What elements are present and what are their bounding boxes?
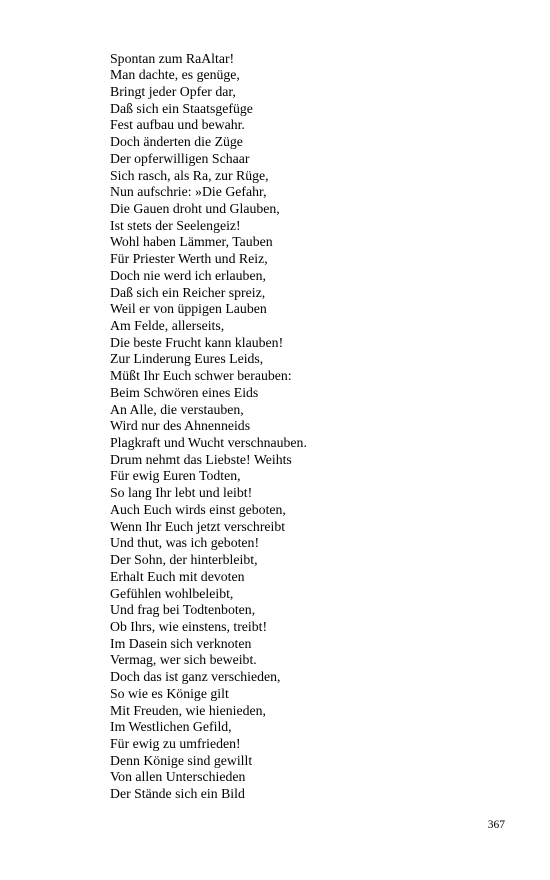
poem-line: Gefühlen wohlbeleibt, (110, 585, 234, 601)
poem-line: Am Felde, allerseits, (110, 318, 225, 333)
poem-line: Ob Ihrs, wie einstens, treibt! (110, 618, 268, 634)
poem-line: Für ewig Euren Todten, (110, 468, 241, 484)
poem-line: Der opferwilligen Schaar (110, 150, 250, 166)
poem-line: Spontan zum RaAltar! (110, 50, 235, 66)
poem-line: Der Sohn, der hinterbleibt, (110, 552, 258, 568)
poem-line: Zur Linderung Eures Leids, (110, 351, 264, 367)
poem-line: Von allen Unterschieden (110, 769, 246, 785)
poem-line: Im Westlichen Gefild, (110, 719, 232, 735)
poem-line: Daß sich ein Staatsgefüge (110, 100, 253, 116)
poem-line: An Alle, die verstauben, (110, 401, 244, 417)
poem-line: So wie es Könige gilt (110, 685, 229, 701)
poem-line: Doch änderten die Züge (110, 134, 243, 150)
poem-line: Drum nehmt das Liebste! Weihts (110, 451, 292, 467)
poem-line: Wird nur des Ahnenneids (110, 418, 251, 434)
poem-line: Wohl haben Lämmer, Tauben (110, 234, 273, 250)
poem-line: Doch das ist ganz verschieden, (110, 669, 281, 685)
poem-line: Fest aufbau und bewahr. (110, 117, 245, 133)
poem-text-block (110, 51, 510, 803)
poem-line: Wenn Ihr Euch jetzt verschreibt (110, 518, 286, 534)
poem-line: Plagkraft und Wucht verschnauben. (110, 435, 307, 451)
poem-line: Weil er von üppigen Lauben (110, 301, 267, 317)
poem-line: Nun aufschrie: »Die Gefahr, (110, 184, 267, 200)
poem-line: Für Priester Werth und Reiz, (110, 251, 268, 267)
poem-line: Die beste Frucht kann klauben! (110, 334, 284, 350)
poem-line: Im Dasein sich verknoten (110, 635, 252, 651)
poem-line: Daß sich ein Reicher spreiz, (110, 284, 266, 300)
poem-line: Sich rasch, als Ra, zur Rüge, (110, 167, 269, 183)
poem-line: So lang Ihr lebt und leibt! (110, 485, 253, 501)
poem-line: Auch Euch wirds einst geboten, (110, 501, 286, 517)
poem-line: Die Gauen droht und Glauben, (110, 200, 280, 216)
poem-line: Für ewig zu umfrieden! (110, 735, 241, 751)
page-number: 367 (487, 819, 505, 831)
poem-line: Mit Freuden, wie hienieden, (110, 702, 266, 718)
poem-line: Müßt Ihr Euch schwer berauben: (110, 368, 292, 384)
poem-line: Der Stände sich ein Bild (110, 786, 245, 802)
poem-line: Doch nie werd ich erlauben, (110, 267, 266, 283)
poem-line: Vermag, wer sich beweibt. (110, 652, 257, 668)
poem-line: Beim Schwören eines Eids (110, 384, 259, 400)
poem-line: Denn Könige sind gewillt (110, 752, 253, 768)
poem-line: Erhalt Euch mit devoten (110, 568, 245, 584)
poem-line: Bringt jeder Opfer dar, (110, 83, 236, 99)
poem-line: Und thut, was ich geboten! (110, 535, 260, 551)
poem-line: Und frag bei Todtenboten, (110, 602, 256, 618)
poem-line: Ist stets der Seelengeiz! (110, 217, 241, 233)
poem-line: Man dachte, es genüge, (110, 67, 240, 83)
